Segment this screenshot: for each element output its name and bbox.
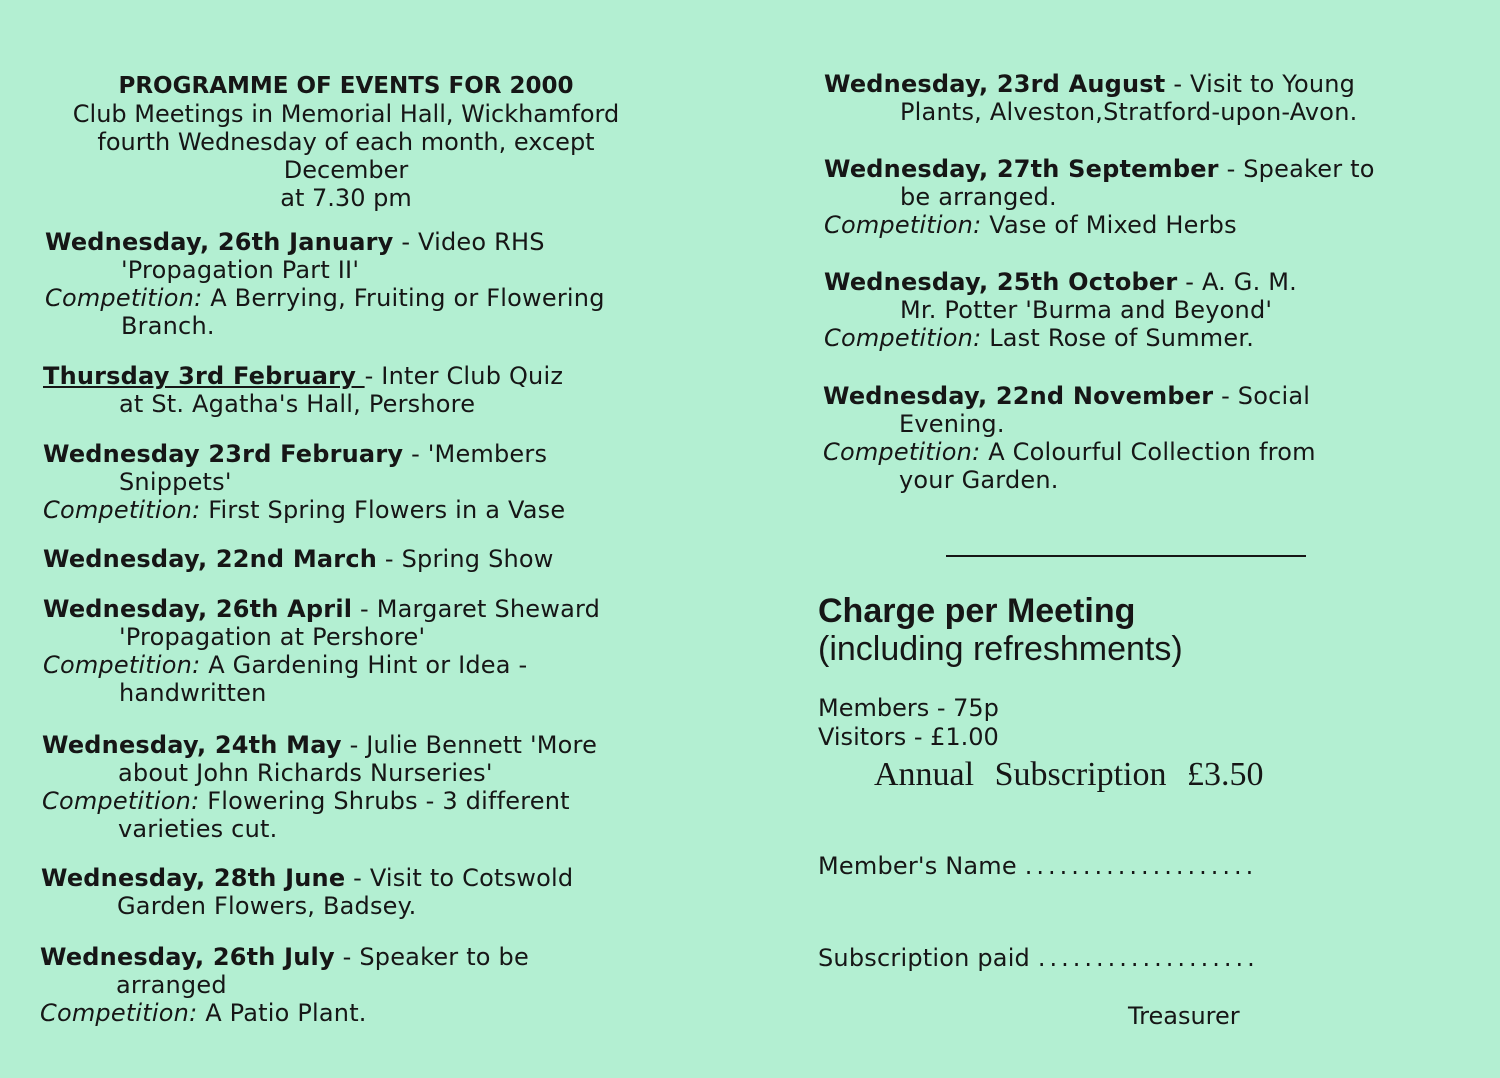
event-description-cont: 'Propagation Part II' bbox=[121, 256, 360, 284]
event-may bbox=[42, 731, 597, 843]
event-description: - Spring Show bbox=[384, 545, 554, 573]
event-description: - Speaker to be bbox=[342, 943, 529, 971]
competition-label: Competition: bbox=[42, 787, 200, 815]
visitors-price: Visitors - £1.00 bbox=[818, 723, 999, 751]
member-name-dots[interactable]: .................... bbox=[1024, 852, 1258, 880]
event-description: - Social bbox=[1221, 382, 1311, 410]
event-date: Wednesday, 28th June bbox=[41, 864, 346, 892]
event-description: - Julie Bennett 'More bbox=[349, 731, 598, 759]
subscription-paid-dots[interactable]: ................... bbox=[1037, 944, 1259, 972]
charge-title: Charge per Meeting bbox=[818, 592, 1136, 630]
programme-title: PROGRAMME OF EVENTS FOR 2000 bbox=[118, 73, 574, 99]
event-date: Wednesday, 24th May bbox=[42, 731, 342, 759]
event-description: - Speaker to bbox=[1226, 155, 1375, 183]
event-date: Wednesday, 22nd March bbox=[43, 545, 378, 573]
event-date: Wednesday, 25th October bbox=[824, 268, 1178, 296]
event-description-cont: arranged bbox=[116, 971, 227, 999]
subscription-paid-label: Subscription paid bbox=[818, 944, 1030, 972]
competition-label: Competition: bbox=[824, 211, 982, 239]
event-description-cont: Garden Flowers, Badsey. bbox=[117, 892, 417, 920]
member-name-field[interactable] bbox=[818, 852, 1257, 880]
competition-text-cont: Branch. bbox=[121, 312, 215, 340]
competition-label: Competition: bbox=[45, 284, 203, 312]
header-line: at 7.30 pm bbox=[280, 184, 412, 212]
competition-text: First Spring Flowers in a Vase bbox=[208, 496, 566, 524]
event-description-cont: Evening. bbox=[899, 410, 1005, 438]
event-date: Wednesday, 27th September bbox=[824, 155, 1219, 183]
competition-text: Vase of Mixed Herbs bbox=[989, 211, 1237, 239]
header-line: fourth Wednesday of each month, except bbox=[97, 128, 595, 156]
competition-label: Competition: bbox=[823, 438, 981, 466]
event-date: Wednesday, 26th January bbox=[45, 228, 394, 256]
treasurer-label: Treasurer bbox=[1128, 1002, 1240, 1030]
event-description: - A. G. M. bbox=[1185, 268, 1297, 296]
event-description-cont: about John Richards Nurseries' bbox=[118, 759, 493, 787]
event-february-quiz bbox=[43, 362, 563, 418]
members-price: Members - 75p bbox=[818, 694, 999, 722]
competition-label: Competition: bbox=[43, 651, 201, 679]
event-description-cont: 'Propagation at Pershore' bbox=[119, 623, 426, 651]
member-name-label: Member's Name bbox=[818, 852, 1017, 880]
event-description: - Video RHS bbox=[401, 228, 545, 256]
event-july bbox=[40, 943, 529, 1027]
event-description: - 'Members bbox=[411, 440, 548, 468]
event-june bbox=[41, 864, 573, 920]
competition-label: Competition: bbox=[824, 324, 982, 352]
competition-text: A Gardening Hint or Idea - bbox=[208, 651, 528, 679]
event-description-cont: at St. Agatha's Hall, Pershore bbox=[119, 390, 476, 418]
event-date: Wednesday, 22nd November bbox=[823, 382, 1214, 410]
prices bbox=[818, 694, 999, 752]
competition-label: Competition: bbox=[40, 999, 198, 1027]
event-august bbox=[824, 70, 1357, 126]
annual-subscription: Annual Subscription £3.50 bbox=[874, 756, 1264, 793]
header-line: Club Meetings in Memorial Hall, Wickhamford bbox=[72, 100, 620, 128]
event-description-cont: Plants, Alveston,Stratford-upon-Avon. bbox=[900, 98, 1358, 126]
event-october bbox=[824, 268, 1297, 352]
event-description: - Margaret Sheward bbox=[360, 595, 601, 623]
charge-heading bbox=[818, 592, 1183, 668]
event-january bbox=[45, 228, 605, 340]
subscription-paid-field[interactable] bbox=[818, 944, 1259, 972]
header-line: December bbox=[283, 156, 409, 184]
event-description-cont: Snippets' bbox=[119, 468, 232, 496]
divider bbox=[946, 555, 1306, 557]
event-november bbox=[823, 382, 1316, 494]
event-description: - Visit to Young bbox=[1173, 70, 1356, 98]
competition-text: A Berrying, Fruiting or Flowering bbox=[210, 284, 605, 312]
competition-text: A Colourful Collection from bbox=[988, 438, 1316, 466]
event-march bbox=[43, 545, 554, 573]
event-april bbox=[43, 595, 600, 707]
event-description: - Inter Club Quiz bbox=[364, 362, 564, 390]
competition-text-cont: your Garden. bbox=[899, 466, 1059, 494]
event-september bbox=[824, 155, 1375, 239]
event-description-cont: Mr. Potter 'Burma and Beyond' bbox=[900, 296, 1273, 324]
programme-header bbox=[40, 72, 652, 212]
event-description-cont: be arranged. bbox=[900, 183, 1057, 211]
event-date: Wednesday, 23rd August bbox=[824, 70, 1166, 98]
competition-text: Last Rose of Summer. bbox=[989, 324, 1255, 352]
event-date: Wednesday, 26th April bbox=[43, 595, 353, 623]
competition-label: Competition: bbox=[43, 496, 201, 524]
competition-text-cont: handwritten bbox=[119, 679, 267, 707]
event-description: - Visit to Cotswold bbox=[353, 864, 574, 892]
event-february-snippets bbox=[43, 440, 565, 524]
competition-text: A Patio Plant. bbox=[205, 999, 367, 1027]
competition-text-cont: varieties cut. bbox=[118, 815, 278, 843]
charge-subtitle: (including refreshments) bbox=[818, 630, 1183, 668]
event-date: Wednesday, 26th July bbox=[40, 943, 335, 971]
competition-text: Flowering Shrubs - 3 different bbox=[207, 787, 570, 815]
event-date: Wednesday 23rd February bbox=[43, 440, 404, 468]
event-date: Thursday 3rd February bbox=[43, 362, 365, 390]
